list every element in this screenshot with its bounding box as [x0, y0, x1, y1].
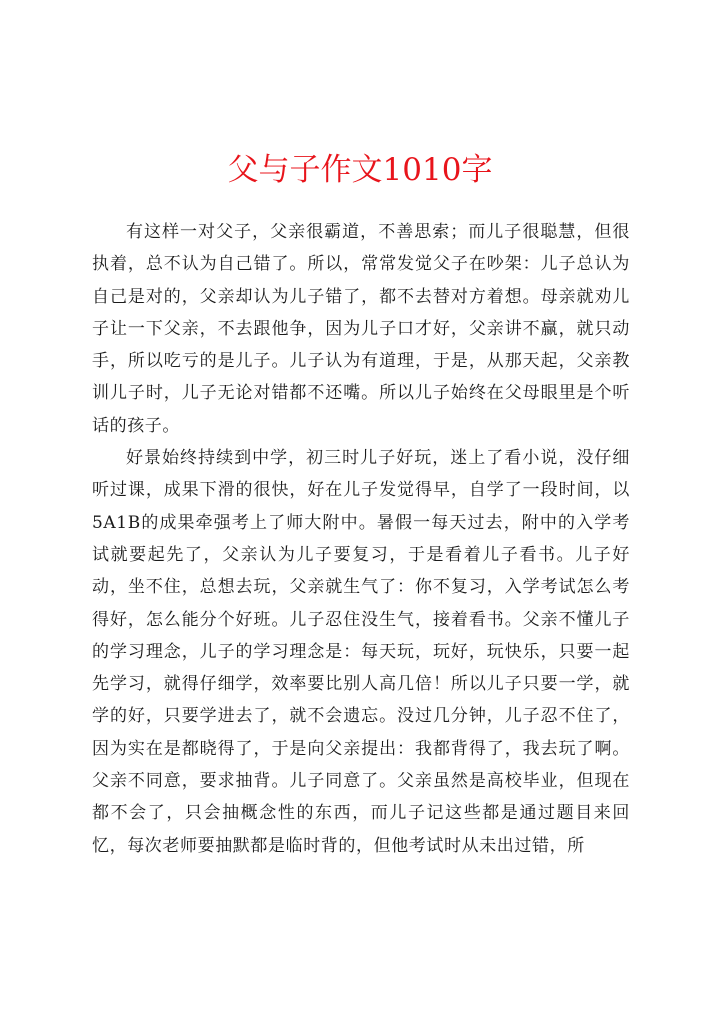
- paragraph-2: 好景始终持续到中学，初三时儿子好玩，迷上了看小说，没仔细听过课，成果下滑的很快，好在儿子发觉得早，自学了一段时间，以5A1B的成果牵强考上了师大附中。暑假一每天过去，附中的入学考试就要起先了，父亲认为儿子要复习，于是看着儿子看书。儿子好动，坐不住，总想去玩，父亲就生气了：你不复习，入学考试怎么考得好，怎么能分个好班。儿子忍住没生气，接着看书。父亲不懂儿子的学习理念，儿子的学习理念是：每天玩，玩好，玩快乐，只要一起先学习，就得仔细学，效率要比别人高几倍！所以儿子只要一学，就学的好，只要学进去了，就不会遗忘。没过几分钟，儿子忍不住了，因为实在是都晓得了，于是向父亲提出：我都背得了，我去玩了啊。父亲不同意，要求抽背。儿子同意了。父亲虽然是高校毕业，但现在都不会了，只会抽概念性的东西，而儿子记这些都是通过题目来回忆，每次老师要抽默都是临时背的，但他考试时从未出过错，所: [92, 448, 630, 856]
- document-title: 父与子作文1010字: [227, 152, 493, 188]
- paragraph-1: 有这样一对父子，父亲很霸道，不善思索；而儿子很聪慧，但很执着，总不认为自己错了。所以，常常发觉父子在吵架：儿子总认为自己是对的，父亲却认为儿子错了，都不去替对方着想。母亲就劝儿子让一下父亲，不去跟他争，因为儿子口才好，父亲讲不赢，就只动手，所以吃亏的是儿子。儿子认为有道理，于是，从那天起，父亲教训儿子时，儿子无论对错都不还嘴。所以儿子始终在父母眼里是个听话的孩子。: [92, 222, 630, 436]
- document-body: [92, 216, 630, 862]
